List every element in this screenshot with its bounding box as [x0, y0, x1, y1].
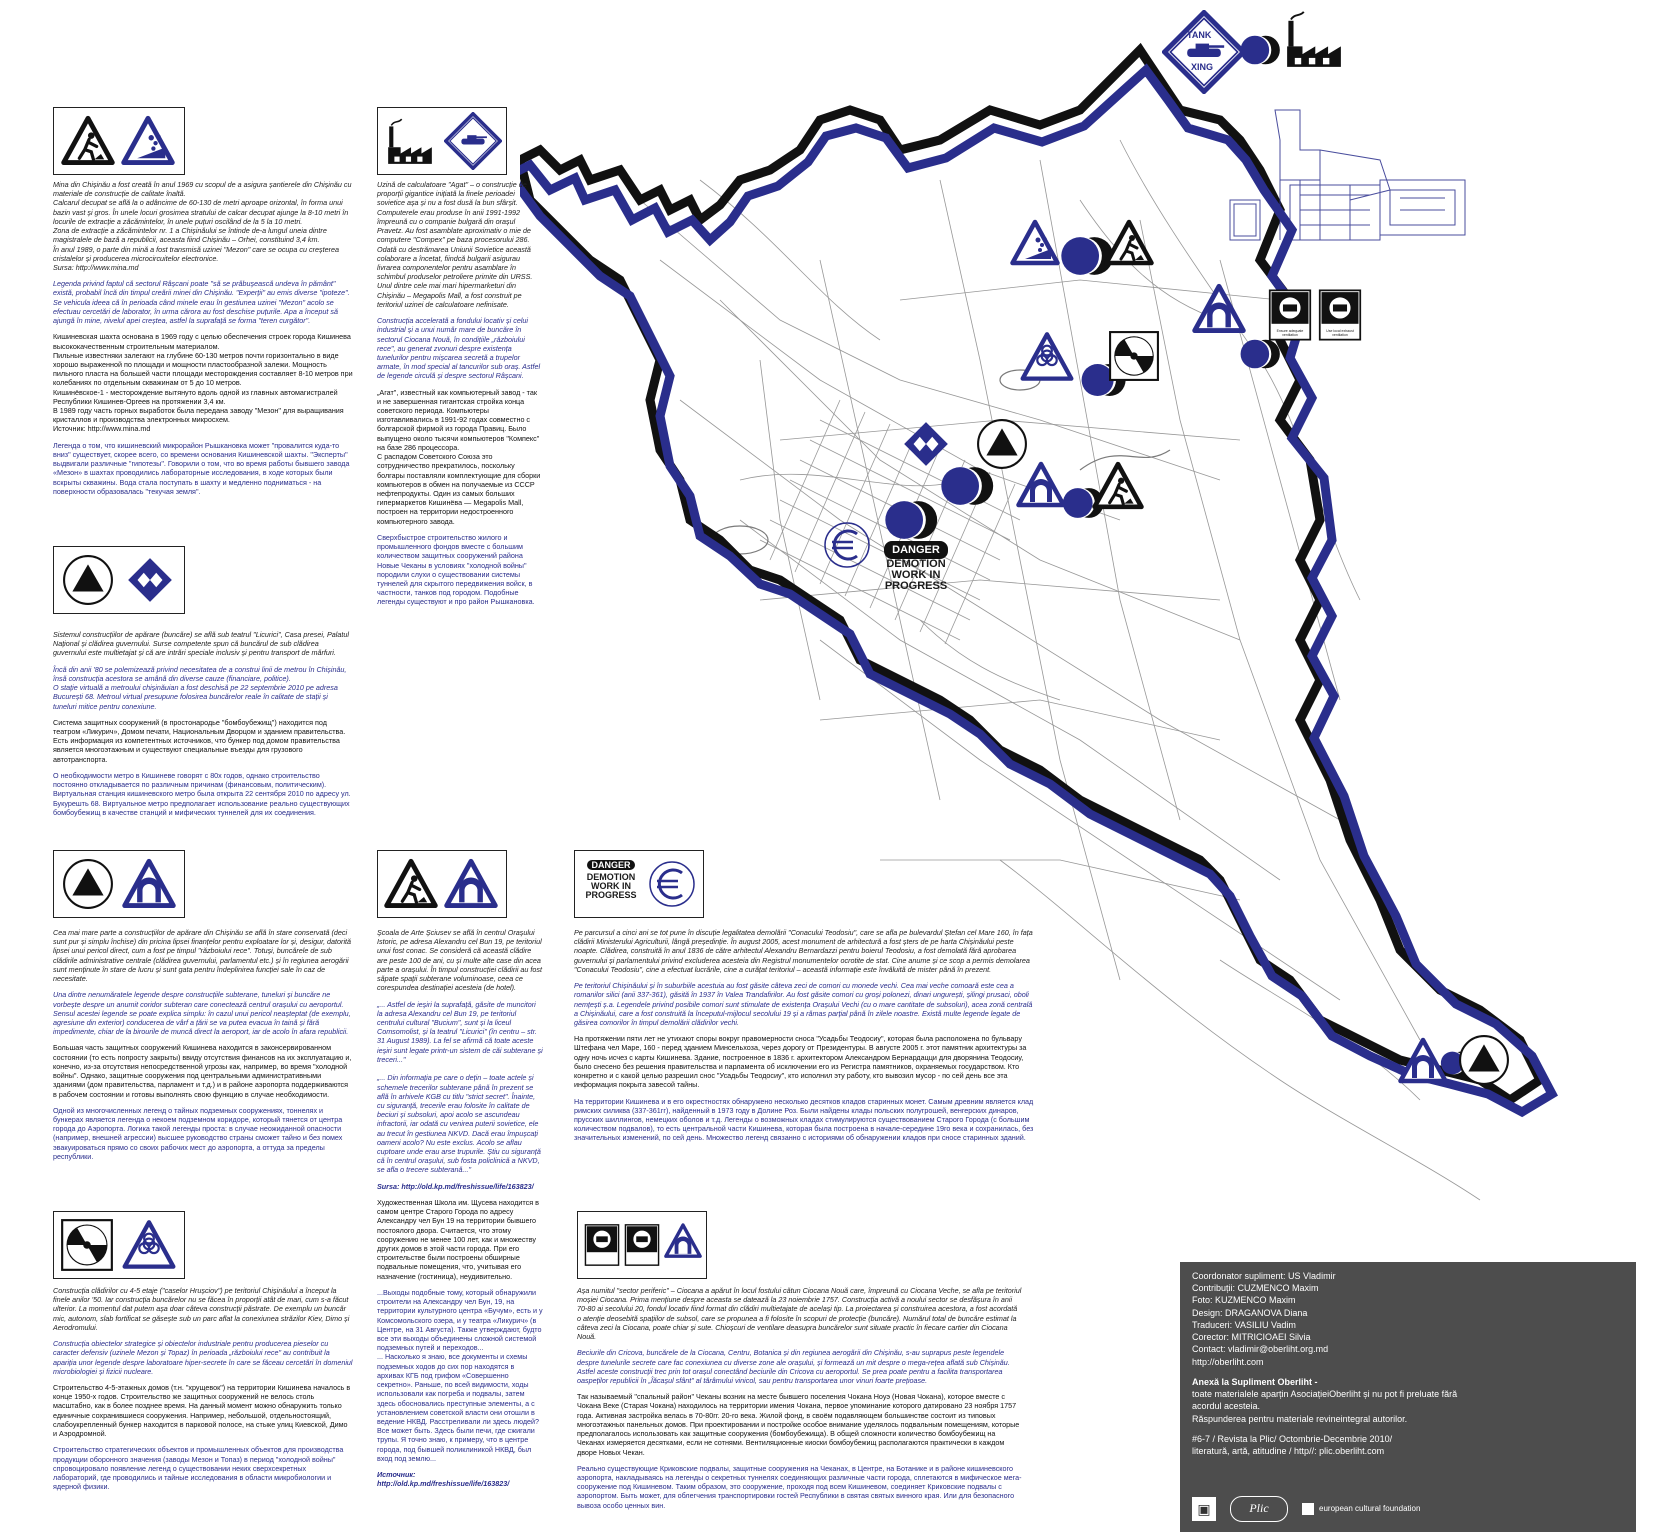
- fallout-shelter-icon: [1108, 330, 1160, 382]
- credit-contributii: Contribuții: CUZMENCO Maxim: [1192, 1283, 1319, 1294]
- credit-rights-1: toate materialele aparțin AsociațieiOberliht și nu pot fi preluate fără: [1192, 1389, 1458, 1400]
- bunker-triangle-icon: [1458, 1034, 1510, 1086]
- demotion-line-2: WORK IN: [591, 881, 631, 891]
- airport-ru: Большая часть защитных сооружений Кишинева находится в законсервированном состоянии (то есть попросту закрыты) ввиду отсутствия финансов на их эксплуатацию и, конечно, из-за отсутствия непосредственной угрозы как, например, во время "холодной войны". Однако, защитные сооружения под центральными административными зданиями (дом правительства, парламент и т.д.) и в районе аэропорта поддерживаются в рабочем состоянии и готовы выполнять свою функцию в случае необходимости.: [53, 1043, 352, 1099]
- credit-coordonator: Coordonator supliment: US Vladimir: [1192, 1271, 1336, 1281]
- agat-ru: „Агат", известный как компьютерный завод - так и не завершенная гигантская стройка конца советского периода. Компьютеры изготавливались в 1991-92 годах совместно с болгарской фирмой из города Правиц. Было выпущено около тысячи компьютеров "Компекс" на базе 286 процессора. С распадом Советского Союза это сотрудничество прекратилось, поскольку болгары поставляли комплектующие для сборки компьютеров в обмен на получаемые из СССР нефтепродукты. Один из самых больших гипермаркетов Кишинёва — Megapolis Mall, построен на территории недостроенного компьютерного завода.: [377, 387, 541, 526]
- mina-ro-legend: Legenda privind faptul că sectorul Râșcani poate "să se prăbușească undeva în pământ" există, probabil încă din timpul creării minei din Chișinău. "Experții" au emis diverse "ipoteze". Se vehicula ideea că în perioada când minele erau în gestiunea uzinei "Mezon" acolo se efectuau cercetări de laborator, în urma cărora au fost deschise puțurile. Apa a început să ajungă în mine, nivelul apei creștea, astfel la suprafață se forma "teren curgător".: [53, 279, 350, 326]
- icon-box-metro: [53, 546, 185, 614]
- factory-icon: [384, 116, 436, 168]
- biohazard-icon: [122, 1218, 176, 1272]
- danger-label: DANGER: [884, 541, 948, 559]
- airport-ro: Cea mai mare parte a construcțiilor de apărare din Chișinău se află în stare conservată (deci sunt pur și simplu închise) din pricina lipsei finanțelor pentru exploatare lor și, desigur, datorită lipsei unui pericol direct, cum a fost pe timpul "războiului rece". Totuși, buncărele de sub clădirile administrative centrale (clădirea guvernului, parlamentul etc.) și în regiunea aerogării sunt menținute în stare de lucru și sunt gata pentru îndeplinirea funcției sale în caz de necesitate.: [53, 928, 352, 984]
- text-column-agat: [377, 180, 543, 614]
- demotion-line-3: PROGRESS: [585, 890, 637, 900]
- roadworks-warning-icon: [1092, 460, 1144, 512]
- tunnel-icon: [122, 857, 176, 911]
- text-column-metro: [53, 630, 353, 824]
- roadworks-warning-icon: [1104, 218, 1154, 268]
- scoala-source-ru-label: Источник:: [377, 1470, 416, 1480]
- credit-design: Design: DRAGANOVA Diana: [1192, 1307, 1308, 1318]
- ecf-label: european cultural foundation: [1319, 1503, 1421, 1513]
- bunker-triangle-icon: [62, 554, 114, 606]
- scoala-ro-legend: „... Astfel de ieșiri la suprafață, găsite de muncitori la adresa Alexandru cel Bun 19, pe teritoriul centrului cultural "Bucium", sunt și la liceul Comsomolist, și la teatrul "Licurici" (în centru – str. 31 August 1989). La fel se afirmă că toate aceste ieșiri sunt legate printr-un sistem de căi subterane și treceri..." „... Din informația pe care o dețin – toate actele și schemele trecerilor subterane până în prezent se află în arhivele KGB cu titlu "strict secret". Înainte, cu siguranță, trecerile erau folosite în calitate de beciuri și subsoluri, apoi acolo se ascundeau infractorii, iar odată cu venirea puterii sovietice, ele au trecut în gestiunea NKVD. Dacă erau împușcați oameni acolo? Nu este exclus. Acolo se aflau cuptoare unde erau arse trupurile. Știu cu siguranță că în centrul orașului, sub fosta policlinică a NKVD, se afla o trecere subterană...": [377, 999, 543, 1175]
- scoala-ro: Școala de Arte Șciusev se află în centrul Orașului Istoric, pe adresa Alexandru cel Bun 19, pe teritoriul unui fost conac. Se consideră că această clădire are peste 100 de ani, cu și multe alte case din acea parte a orașului. În timpul construcției clădirii au fost săpate spații subterane voluminoase, ceea ce corespundea destinației acesteia (de hotel).: [377, 928, 542, 993]
- icon-box-airport: [53, 850, 185, 918]
- demolition-sign-icon: [874, 540, 958, 592]
- airport-ro-legend: Una dintre nenumăratele legende despre construcțiile subterane, tuneluri și buncăre ne vorbește despre un anumit coridor subteran care conectează centrul orașului cu aeroportul. Sensul acestei legende se poate explica simplu: în cazul unui pericol neașteptat (de exemplu, agresiune din exterior) conducerea de vârf a țării se va putea evacua în taină și fără impedimente, chiar de la birourile de muncă direct la aeroport, iar de acolo în afara republicii.: [53, 990, 351, 1037]
- demotion-line-1: DEMOTION: [886, 558, 946, 570]
- metro-ro-legend: Încă din anii '80 se polemizează privind necesitatea de a construi linii de metrou în Chișinău, însă construcția acestora se amână din diverse cauze (financiare, politice). O stație virtuală a metroului chișinăuian a fost deschisă pe 22 septembrie 2010 pe adresa București 68. Metroul virtual presupune folosirea buncărelor reale în calitate de stații și tuneluri mitice pentru conexiune.: [53, 664, 347, 711]
- hrusciov-ru: Строительство 4-5-этажных домов (т.н. "хрущевок") на территории Кишинева началось в конце 1950-х годов. Строительство же защитных сооружений не велось столь масштабно, как в более позднее время. На данный момент можно обнаружить только единичные сохранившиеся сооружения. Например, небольшой, отдельностоящий, слабоукрепленный бункер находится в парковой полосе, на стыке улиц Киевской, Димо и Аэродромной.: [53, 1382, 351, 1439]
- falling-rocks-warning-icon: [120, 114, 176, 168]
- credit-traduceri: Traduceri: VASILIU Vadim: [1192, 1319, 1296, 1330]
- credit-contact[interactable]: Contact: vladimir@oberliht.org.md: [1192, 1344, 1329, 1355]
- icon-box-hrusciov: [53, 1211, 185, 1279]
- text-column-ciocana: [577, 1286, 1023, 1517]
- tunnel-icon: [444, 857, 498, 911]
- logos-row: [1192, 1496, 1420, 1522]
- moon-circles-icon: [1232, 32, 1282, 68]
- bunker-triangle-icon: [62, 858, 114, 910]
- hrusciov-ru-legend: Строительство стратегических объектов и промышленных объектов для производства продукции оборонного значения (заводы Мезон и Топаз) в период "холодной войны" спровоцировало появление легенд о существовании неких сверхсекретных лабораторий, где проводились и тайные исследования в области микробиологии и ядерной физики.: [53, 1445, 344, 1492]
- icon-box-teodosiu: [574, 850, 704, 918]
- mina-ru: Кишиневская шахта основана в 1969 году с целью обеспечения строек города Кишинева высококачественным строительным материалом. Пильные известняки залегают на глубине 60-130 метров почти горизонтально в виде хорошо выраженной по площади и мощности пластообразной залежи. Мощность пильного пласта на большей части площади месторождения составляет 8-10 метров при колебаниях по отдельным скважинам от 5 до 10 метров. Кишинёвское-1 - месторождение вытянуто вдоль одной из главных автомагистралей Республики Кишинев-Оргеев на протяжении 3,4 км. В 1989 году часть горных выработок была передана заводу "Мезон" для выращивания кристаллов и производства электронных микросхем. Источник: http://www.mina.md: [53, 332, 353, 434]
- ventilation-icon: [624, 1220, 660, 1270]
- agat-ru-legend: Сверхбыстрое строительство жилого и промышленного фондов вместе с большим количеством защитных сооружений района Новые Чеканы в условиях "холодной войны" породили слухи о существовании системы туннелей для скрытого передвижения войск, в частности, танков под городом. Подобные легенды существуют и про район Рышкановка.: [377, 532, 535, 607]
- plic-logo: Plic: [1230, 1496, 1288, 1522]
- credit-foto: Foto: KUZMENCO Maxim: [1192, 1295, 1296, 1306]
- fallout-shelter-icon: [60, 1218, 114, 1272]
- tunnel-icon: [1192, 282, 1246, 336]
- euro-icon: [822, 520, 872, 570]
- icon-box-agat: [377, 107, 507, 175]
- credit-anexa: Anexă la Supliment Oberliht -: [1192, 1376, 1318, 1387]
- text-column-hrusciov: [53, 1286, 353, 1498]
- ciocana-ru-legend: Реально существующие Криковские подвалы, защитные сооружения на Чеканах, в Центре, на Ботанике и в районе кишиневского аэропорта, накладываясь на легенды о секретных туннелях соединяющих различные части города, сплетаются в мифическое мега-сооружение под Кишиневом. Таким образом, это сооружение, проходя под всем Кишиневом, соединяет Криковские подвалы с аэропортом. Быть может, для облегчения транспортировки гостей Республики в святая святых винного края. Или для безопасного вывоза особо ценных вин.: [577, 1463, 1022, 1510]
- ecf-logo: [1302, 1503, 1420, 1515]
- mina-ro: Mina din Chișinău a fost creată în anul 1969 cu scopul de a asigura șantierele din Chișinău cu materiale de construcție de calitate înaltă. Calcarul decupat se află la o adâncime de 60-130 de metri aproape orizontal, în forma unui bazin vast și gros. În unele locuri grosimea stratului de calcar decupat ajunge la 8-10 metri în locurile de extracție a zăcămintelor, în unele puțuri oscilând de la 5 la 10 metri. Zona de extracție a zăcămintelor nr. 1 a Chișinăului se întinde de-a lungul uneia dintre magistralele de bază a republicii, aceasta fiind Chișinău – Orhei, constituind 3,4 km. În anul 1989, o parte din mină a fost transmisă uzinei "Mezon" care se ocupa cu creșterea cristalelor și producerea microcircuitelor electronice. Sursa: http://www.mina.md: [53, 180, 352, 272]
- credit-rights-3: Răspunderea pentru materiale revineintegral autorilor.: [1192, 1413, 1408, 1424]
- icon-box-mina: [53, 107, 185, 175]
- demotion-line-3: PROGRESS: [884, 580, 948, 592]
- icon-box-scoala: [377, 850, 507, 918]
- oberliht-logo-icon: ▣: [1192, 1497, 1216, 1521]
- metro-ru-legend: О необходимости метро в Кишиневе говорят с 80х годов, однако строительство постоянно откладывается по различным причинам (финансовым, политическим). Виртуальная станция кишиневского метро была открыта 22 сентября 2010 по адресу ул. Букурешть 68. Виртуальное метро предполагает использование реально существующих бомбоубежищ в качестве станций и мифических туннелей для их соединения.: [53, 770, 351, 817]
- airport-ru-legend: Одной из многочисленных легенд о тайных подземных сооружениях, тоннелях и бункерах является легенда о некоем подземном коридоре, который тянется от центра города до Аэропорта. Логика такой легенды проста: в случае неожиданной опасности (например, внешней агрессии) высшее руководство страны сможет тайно и без помех эвакуироваться прямо со своих рабочих мест до аэропорта, а оттуда за пределы республики.: [53, 1105, 343, 1161]
- vent-caption-1: Ensure adequate ventilation: [1276, 329, 1304, 337]
- scoala-ru: Художественная Школа им. Щусева находится в самом центре Старого Города по адресу Александру чел Бун 19 на территории бывшего постоялого двора. Считается, что этому сооружению не менее 100 лет, как и множеству других домов в этой части города. При его строительстве были построены обширные подвальные помещения, что, учитывая его назначение (гостиница), неудивительно.: [377, 1197, 539, 1281]
- ecf-square-icon: [1302, 1503, 1314, 1515]
- demolition-sign-icon: [579, 855, 643, 900]
- metro-ru: Система защитных сооружений (в простонародье "бомбоубежищ") находится под театром «Ликурич», Домом печати, Национальным Дворцом и зданием правительства. Есть информация из компетентных источников, что бункер под домом правительства является многоэтажным и существуют специальные въезды для грузового автотранспорта.: [53, 717, 346, 764]
- moon-circles-icon: [874, 496, 940, 544]
- teodosiu-ro: Pe parcursul a cinci ani se tot pune în discuție legalitatea demolării "Conacului Teodosiu", care se afla pe bulevardul Ștefan cel Mare 160, în fața clădirii Ministerului Agriculturii, lângă președinție. În august 2005, acest monument de arhitectură a fost șters de pe harta Chișinăului peste noapte. Clădirea, construită în anul 1836 de către arhitectul Alexandru Bernardazzi pentru boierul Teodosiu, a fost demolată fără aprobarea guvernului și parlamentului privind excluderea acesteia din Registrul monumentelor ocrotite de stat. Cine anume și ce scop a permis demolarea "Conacului Teodosiu", cine a efectuat lucrările, cine a curățat teritoriul – această informație este învăluită de mister până în prezent.: [574, 928, 1033, 974]
- teodosiu-ro-legend: Pe teritoriul Chișinăului și în suburbiile acestuia au fost găsite câteva zeci de comori cu monede vechi. Cea mai veche comoară este cea a romanilor silici (anii 337-361), găsită în 1937 în Valea Trandafirilor. Au fost găsite comori cu groși polonezi, dinari ungurești, șilingi prusaci, oboli nemțești ș.a. Legendele privind posibile comori sunt stimulate de existența Orașului Vechi (cu o mare cantitate de subsoluri), acea zonă centrală a Chișinăului, care a fost construită la începutul-mijlocul secolului 19 și a rămas parțial până în zilele noastre. Există multe legende legate de găsirea comorilor în timpul demolării clădirilor vechi.: [574, 981, 1033, 1027]
- ciocana-ro: Așa numitul "sector periferic" – Ciocana a apărut în locul fostului cătun Ciocana Nouă care, împreună cu Ciocana Veche, se afla pe teritoriul moșiei Ciocana. Prima mențiune despre aceasta se datează la 23 noiembrie 1757. Construcția activă a noului sector se desfășura în anii 70-80 ai secolului 20, fondul locativ fiind format din clădiri multietajate de același tip. La proiectarea și construirea acestora, a fost acordată o atenție deosebită spațiilor de subsol, care se propunea a fi folosite în scopuri de protecție (buncăre). Numărul total de buncăre estimat la câteva zeci la Ciocana, poate chiar și sute. Chioșcuri de ventilare deasupra buncărelor sunt situate practic în fiecare cartier din Ciocana Nouă.: [577, 1286, 1022, 1342]
- credit-rights-2: acordul acesteia.: [1192, 1401, 1261, 1412]
- biohazard-icon: [1020, 330, 1074, 384]
- danger-label: DANGER: [587, 860, 634, 870]
- demotion-line-1: DEMOTION: [586, 872, 636, 882]
- credit-issue-2[interactable]: literatură, artă, atitudine / http//: plic.oberliht.com: [1192, 1446, 1385, 1457]
- roadworks-warning-icon: [384, 857, 438, 911]
- text-column-mina: [53, 180, 353, 503]
- mina-ru-legend: Легенда о том, что кишиневский микрорайон Рышкановка может "провалится куда-то вниз" существует, скорее всего, со времени основания Кишиневской шахты. "Эксперты" выдвигали различные "гипотезы". Говорили о том, что во время работы бывшего завода «Мезон» в шахтах проводились лабораторные исследования, в ходе которых были вскрыты скважины. Вода стала поступать в шахту и медленно подниматься - на поверхности образовалась "текучая земля".: [53, 440, 350, 496]
- ciocana-ro-legend: Beciurile din Cricova, buncărele de la Ciocana, Centru, Botanica și din regiunea aerogării din Chișinău, s-au suprapus peste legendele despre tunelurile secrete care fac conexiunea cu diverse zone ale orașului, și formează un mit despre o mega-rețea aflată sub Chișinău. Astfel aceste construcții trec prin tot orașul conectând beciurile din Cricova cu aeroportul. Se prea poate pentru a facilita transportarea oaspeților republicii în „Îăcașul sfânt" al tărâmului vinicol, sau pentru transportarea unor vinuri foarte prețioase.: [577, 1348, 1010, 1385]
- scoala-source-ru[interactable]: http://old.kp.md/freshissue/life/163823/: [377, 1479, 510, 1489]
- hrusciov-ro-legend: Construcția obiectelor strategice și obiectelor industriale pentru producerea pieselor cu caracter defensiv (uzinele Mezon și Topaz) în perioada „războiului rece" au contribuit la apariția unor legende despre laboratoare hiper-secrete în care se făceau cercetări în domeniul microbiologiei și fizicii nucleare.: [53, 1339, 353, 1376]
- hrusciov-ro: Construcția clădirilor cu 4-5 etaje ("caselor Hrușciov") pe teritoriul Chișinăului a început la finele anilor '50. Iar construcția buncărelor nu se făcea în proporții atât de mari, cum s-a făcut ulterior. La momentul dat putem așa doar câteva construcții păstrate. De exemplu un buncăr mic, autonom, slab fortificat se găsește sub un parc aflat la conexiunea străzilor Kiev, Dimo și Aerodromului.: [53, 1286, 350, 1332]
- metro-ro: Sistemul construcțiilor de apărare (buncăre) se află sub teatrul "Licurici", Casa presei, Palatul Național și clădirea guvernului. Surse competente spun că buncărul de sub clădirea guvernului este multietajat și că are intrări speciale inclusiv și pentru transport de mărfuri.: [53, 630, 349, 658]
- teodosiu-ru-legend: На территории Кишинева и в его окрестностях обнаружено несколько десятков кладов старинных монет. Самым древним является клад римских силиква (337-361гг), найденный в 1973 году в Долине Роз. Были найдены клады польских полугрошей, венгерских динаров, прусских шиллингов, немецких оболов и т.д. Легенды о возможных кладах стимулируются существованием Старого Города (с большим количеством подвалов), то есть центральной части Кишинева, которая была построена в начале-середине 19го века и сохранилась, без значительных изменений, по сей день. Множество легенд связанно с историями об обнаружении кладов при сносе старинных зданий.: [574, 1096, 1034, 1143]
- credits-box: [1180, 1262, 1636, 1532]
- demotion-line-2: WORK IN: [891, 569, 941, 581]
- roadworks-warning-icon: [60, 114, 116, 168]
- ventilation-icon: [584, 1220, 620, 1270]
- teodosiu-ru: На протяжении пяти лет не утихают споры вокруг правомерности сноса "Усадьбы Теодосиу", которая была расположена по бульвару Штефана чел Маре, 160 - перед зданием Минсельхоза, через дорогу от Президентуры. В августе 2005 г. этот памятник архитектуры за одну ночь исчез с карты Кишинева. Здание, построенное в 1836 г. архитектором Александром Бернардацци для дворянина Теодосиу, было снесено без решения правительства и парламента об исключении его из Регистра памятников, охраняемых государством. Кто конкретно и с какой целью разрешил снос "Усадьбы Теодосиу", кто исполнил эту работу, кто вывозил мусор - по сей день все эта информация покрыта завесой тайны.: [574, 1034, 1027, 1090]
- credit-url[interactable]: http://oberliht.com: [1192, 1356, 1264, 1367]
- euro-icon: [647, 859, 697, 909]
- text-column-airport: [53, 928, 353, 1168]
- vent-caption-2: Use local exhaust ventilation: [1326, 329, 1354, 337]
- text-column-scoala: [377, 928, 543, 1495]
- agat-ro: Uzină de calculatoare "Agat" – o construcție de proporții gigantice inițiată la finele perioadei sovietice așa și nu a fost dusă la bun sfârșit. Computerele erau produse în anii 1991-1992 împreună cu o companie bulgară din orașul Pravetz. Au fost asamblate aproximativ o mie de computere "Compex" pe baza procesorului 286. Odată cu destrămarea Uniunii Sovietice această colaborare a încetat, fiindcă bulgarii asigurau livrarea componentelor pentru asamblare în schimbul produselor petroliere primite din URSS. Unul dintre cele mai mari hipermarketuri din Chișinău – Megapolis Mall, a fost construit pe teritoriul uzinei de calculatoare nefinisate.: [377, 180, 533, 309]
- icon-box-ciocana: [577, 1211, 707, 1279]
- credit-issue-1: #6-7 / Revista la Plic/ Octombrie-Decembrie 2010/: [1192, 1433, 1393, 1444]
- tank-sign-bottom: XING: [1191, 62, 1214, 72]
- credit-corector: Corector: MITRICIOAEI Silvia: [1192, 1332, 1311, 1343]
- ciocana-ru: Так называемый "спальный район" Чеканы возник на месте бывшего поселения Чокана Ноуэ (Новая Чокана), которое вместе с Чокана Веке (Старая Чокана) находилось на территории имения Чокана, первое упоминание которого датировано 23 ноября 1757 года. Активная застройка велась в 70-80гг. 20-го века. Жилой фонд, в своём подавляющем большинстве состоит из типовых многоэтажных панельных домов. При проектировании и постройке особое внимание уделялось подвальным помещениям, которые предполагалось использовать как защитные сооружения (бомбоубежища). В общей сложности количество бомбоубежищ на Чеканах измеряется десятками, если не сотнями. Вентиляционные киоски бомбоубежищ располагаются практически в каждом дворе Новых Чекан.: [577, 1392, 1020, 1457]
- scoala-ru-legend: ...Выходы подобные тому, который обнаружили строители на Александру чел Бун, 19, на территории культурного центра «Бучум», есть и у Комсомольского озера, и у театра «Ликурич» (в Центре, на 31 Августа). Также утверждают, будто все эти выходы объединены сложной системой подземных путей и переходов... ... Насколько я знаю, все документы и схемы подземных ходов до сих пор находятся в архивах КГБ под грифом «Совершенно секретно». Раньше, по всей видимости, ходы использовали как погреба и подвалы, затем здесь обосновались преступные элементы, а с установлением советской власти они отошли в ведение НКВД. Расстреливали ли здесь людей? Все может быть. Здесь были печи, где сжигали трупы. Я точно знаю, к примеру, что в центре города, под бывшей поликлиникой НКВД, был вход под землю...: [377, 1287, 543, 1463]
- tunnel-icon: [664, 1222, 702, 1260]
- metro-icon: [124, 554, 176, 606]
- tank-crossing-icon: [444, 112, 502, 170]
- factory-icon: [1282, 8, 1346, 72]
- scoala-source-ro[interactable]: Sursa: http://old.kp.md/freshissue/life/163823/: [377, 1181, 534, 1191]
- tank-sign-top: TANK: [1187, 30, 1212, 40]
- agat-ro-legend: Construcția accelerată a fondului locativ și celui industrial și a unui număr mare de buncăre în sectorul Ciocana Nouă, în condițiile „războiului rece", au generat zvonuri despre existența tunelurilor pentru mișcarea secretă a trupelor armate, în mod special al tancurilor sub oraș. Astfel de legende circulă și despre sectorul Râșcani.: [377, 316, 541, 381]
- text-column-teodosiu: [574, 928, 1036, 1150]
